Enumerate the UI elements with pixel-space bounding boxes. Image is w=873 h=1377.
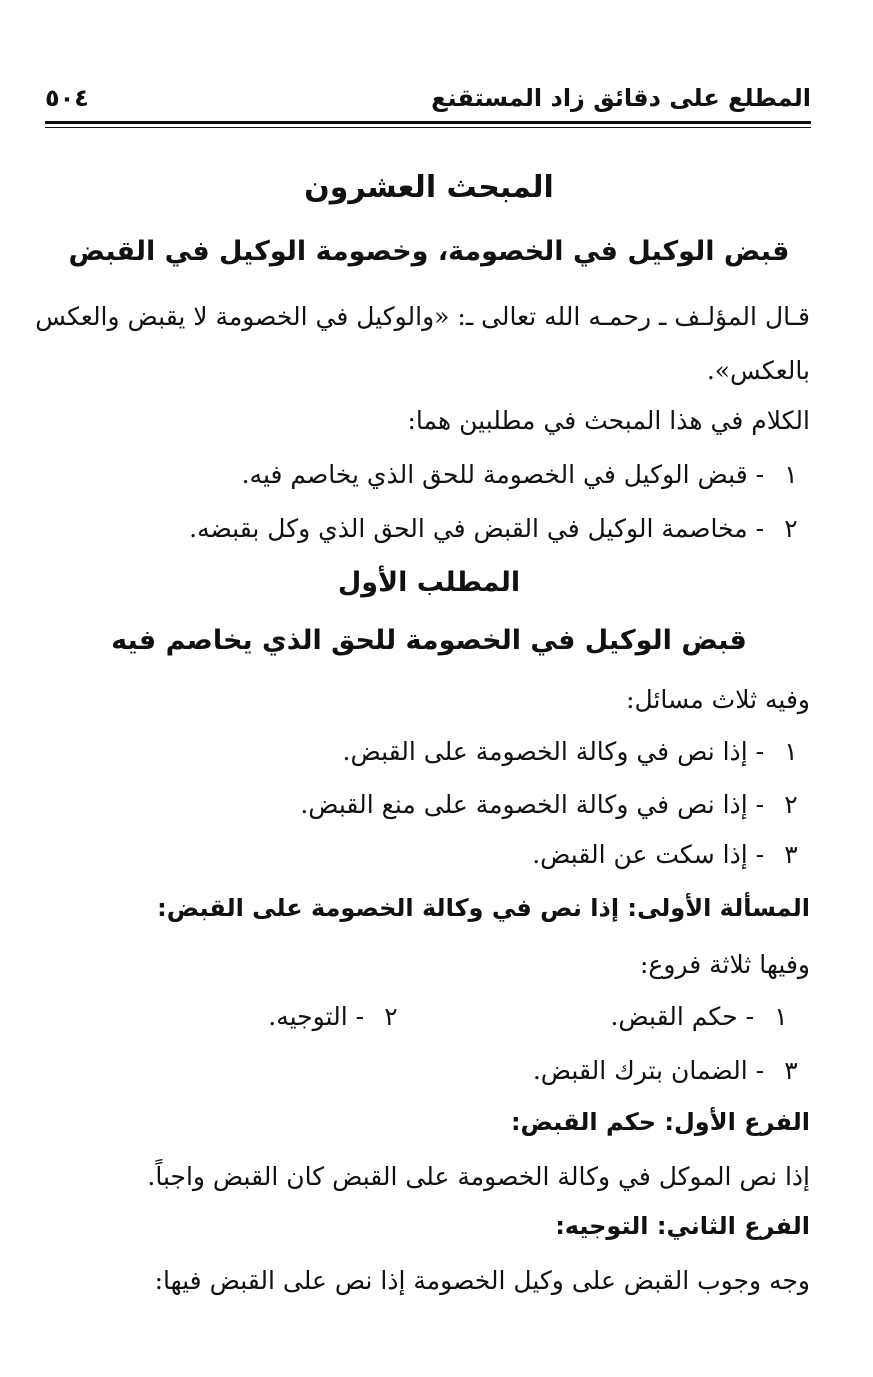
branch-item bbox=[268, 1000, 410, 1034]
section-subtitle: قبض الوكيل في الخصومة، وخصومة الوكيل في القبض bbox=[68, 236, 790, 267]
header-rule-thin bbox=[45, 127, 811, 128]
branch-row bbox=[48, 1000, 810, 1034]
intro-item bbox=[48, 512, 820, 546]
item-number: ٢ bbox=[784, 514, 798, 543]
header-rule-thick bbox=[45, 121, 811, 124]
masail-item bbox=[48, 788, 820, 822]
matlab-title: المطلب الأول bbox=[337, 567, 521, 598]
item-text: - مخاصمة الوكيل في القبض في الحق الذي وكل بقبضه. bbox=[189, 514, 765, 543]
branch-item bbox=[48, 1054, 820, 1088]
item-text: - حكم القبض. bbox=[610, 1002, 755, 1031]
section-title: المبحث العشرون bbox=[304, 170, 554, 205]
item-text: - قبض الوكيل في الخصومة للحق الذي يخاصم فيه. bbox=[241, 460, 765, 489]
page-number: ٥٠٤ bbox=[45, 84, 89, 112]
item-text: - الضمان بترك القبض. bbox=[532, 1056, 765, 1085]
quote-line-1: قـال المؤلـف ـ رحمـه الله تعالى ـ: «والوكيل في الخصومة لا يقبض والعكس bbox=[35, 302, 810, 331]
far2-text: وجه وجوب القبض على وكيل الخصومة إذا نص على القبض فيها: bbox=[154, 1266, 810, 1295]
item-number: ٣ bbox=[784, 1056, 798, 1085]
far2-title: الفرع الثاني: التوجيه: bbox=[555, 1212, 810, 1240]
masail-item bbox=[48, 838, 820, 872]
book-title: المطلع على دقائق زاد المستقنع bbox=[431, 84, 811, 112]
masala-intro: وفيها ثلاثة فروع: bbox=[640, 950, 810, 979]
quote-line-2: بالعكس». bbox=[706, 356, 810, 385]
intro-item bbox=[48, 458, 820, 492]
item-text: - إذا سكت عن القبض. bbox=[532, 840, 765, 869]
item-number: ٢ bbox=[784, 790, 798, 819]
item-text: - إذا نص في وكالة الخصومة على منع القبض. bbox=[300, 790, 765, 819]
masail-item bbox=[48, 735, 820, 769]
item-number: ٢ bbox=[384, 1002, 398, 1031]
item-number: ١ bbox=[774, 1002, 788, 1031]
item-text: - التوجيه. bbox=[268, 1002, 365, 1031]
item-text: - إذا نص في وكالة الخصومة على القبض. bbox=[342, 737, 765, 766]
item-number: ١ bbox=[784, 737, 798, 766]
matlab-intro: وفيه ثلاث مسائل: bbox=[626, 685, 810, 714]
matlab-subtitle: قبض الوكيل في الخصومة للحق الذي يخاصم فيه bbox=[111, 625, 747, 656]
far1-title: الفرع الأول: حكم القبض: bbox=[510, 1108, 810, 1136]
far1-text: إذا نص الموكل في وكالة الخصومة على القبض كان القبض واجباً. bbox=[147, 1162, 810, 1191]
item-number: ٣ bbox=[784, 840, 798, 869]
masala-title: المسألة الأولى: إذا نص في وكالة الخصومة على القبض: bbox=[157, 894, 810, 922]
item-number: ١ bbox=[784, 460, 798, 489]
intro-text: الكلام في هذا المبحث في مطلبين هما: bbox=[407, 406, 810, 435]
running-header bbox=[45, 82, 811, 118]
branch-item bbox=[610, 1000, 810, 1034]
